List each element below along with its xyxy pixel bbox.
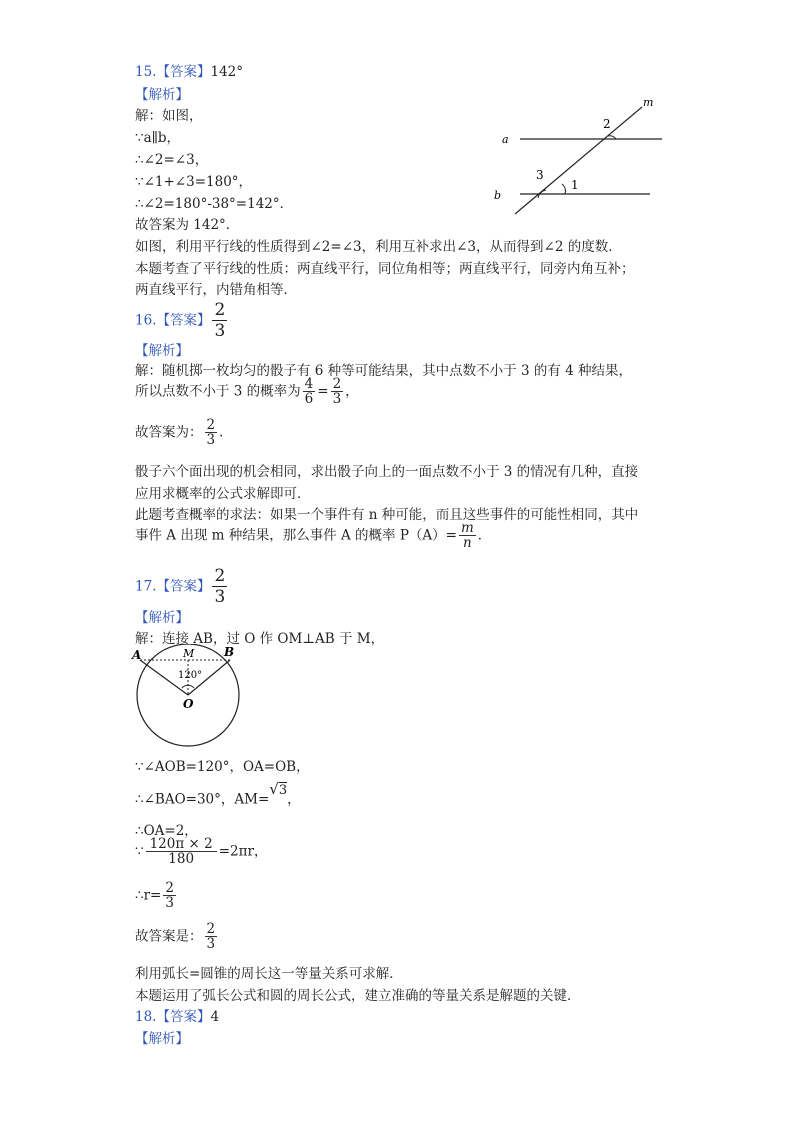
q16-line: 骰子六个面出现的机会相同，求出骰子向上的一面点数不小于 3 的情况有几种，直接: [135, 464, 639, 480]
q18-head: 18.【答案】: [135, 1009, 211, 1025]
q16-answer-line: [135, 300, 229, 341]
label-2: 2: [603, 117, 611, 131]
text: ∴r=: [135, 887, 162, 904]
q17-line: 利用弧长=圆锥的周长这一等量关系可求解．: [135, 966, 403, 982]
q15-line: ∵a∥b，: [135, 130, 181, 146]
q17-line3: [135, 780, 301, 810]
q15-jiexi: 【解析】: [135, 87, 189, 103]
text: ，: [345, 383, 359, 400]
text: 所以点数不小于 3 的概率为: [135, 383, 301, 400]
q17-line: 本题运用了弧长公式和圆的周长公式，建立准确的等量关系是解题的关键．: [135, 988, 581, 1004]
equals: =: [317, 383, 329, 400]
q17-answer-fraction: [212, 566, 227, 607]
q17-answer-line: [135, 566, 229, 607]
label-1: 1: [571, 178, 579, 192]
q17-line5: [135, 837, 267, 866]
q15-head: 15.【答案】: [135, 64, 211, 80]
label-O: O: [183, 697, 194, 711]
label-a: a: [502, 133, 509, 146]
fraction: [303, 377, 316, 406]
q15-answer-line: [135, 63, 243, 81]
q18-answer: 4: [210, 1009, 220, 1025]
text: ，: [287, 791, 301, 808]
q15-parallel-lines-figure: [490, 96, 680, 220]
q16-line: 应用求概率的公式求解即可．: [135, 486, 311, 502]
denominator: 180: [168, 851, 195, 867]
q16-jiexi: 【解析】: [135, 343, 189, 359]
denominator: 6: [304, 391, 314, 407]
q15-line: 本题考查了平行线的性质：两直线平行，同位角相等；两直线平行，同旁内角互补；: [135, 261, 635, 277]
label-3: 3: [536, 168, 544, 182]
sqrt: √3: [269, 780, 288, 798]
q17-head: 17.【答案】: [135, 578, 211, 595]
q15-line: 解：如图，: [135, 108, 203, 124]
numerator: 4: [304, 376, 314, 392]
text: =2πr，: [218, 843, 268, 860]
fraction: [205, 922, 218, 951]
q16-line2: [135, 377, 359, 406]
q15-line: ∴∠2=∠3，: [135, 152, 209, 168]
numerator: 2: [332, 376, 342, 392]
label-angle: 120°: [178, 670, 203, 681]
q17-jiexi: 【解析】: [135, 610, 189, 626]
text: 故答案是：: [135, 928, 203, 945]
text: ．: [477, 527, 492, 544]
q15-answer: 142°: [210, 64, 244, 80]
radicand: 3: [278, 783, 288, 798]
denominator: 3: [206, 432, 216, 448]
q17-line: 解：连接 AB，过 O 作 OM⊥AB 于 M，: [135, 631, 385, 647]
fraction: [205, 418, 218, 447]
fraction: [163, 881, 176, 910]
label-B: B: [224, 645, 235, 659]
denominator: 3: [165, 895, 174, 911]
numerator: 2: [214, 300, 226, 320]
q15-line: ∴∠2=180°-38°=142°．: [135, 196, 294, 212]
text: 故答案为：: [135, 424, 203, 441]
fraction: [459, 521, 476, 550]
text: 事件 A 出现 m 种结果，那么事件 A 的概率 P（A）=: [135, 527, 457, 544]
q17-line7: [135, 922, 219, 951]
denominator: n: [463, 535, 472, 551]
label-b: b: [494, 189, 502, 202]
fraction: [331, 377, 344, 406]
q15-line: ∵∠1+∠3=180°，: [135, 174, 253, 190]
q16-line: 解：随机掷一枚均匀的骰子有 6 种等可能结果，其中点数不小于 3 的有 4 种结果，: [135, 363, 633, 379]
denominator: 3: [214, 587, 226, 607]
numerator: 120π × 2: [146, 837, 217, 852]
q17-line: ∴OA=2，: [135, 823, 198, 839]
q17-line: ∵∠AOB=120°，OA=OB，: [135, 759, 310, 775]
q16-line: 此题考查概率的求法：如果一个事件有 n 种可能，而且这些事件的可能性相同，其中: [135, 507, 639, 523]
numerator: 2: [206, 921, 216, 937]
q17-sector-figure: [128, 644, 248, 752]
q15-line: 两直线平行，内错角相等．: [135, 282, 297, 298]
q15-line: 故答案为 142°．: [135, 217, 240, 233]
q18-answer-line: [135, 1008, 219, 1026]
text: ∴∠BAO=30°，AM=: [135, 791, 270, 808]
numerator: 2: [214, 566, 226, 586]
q16-line3: [135, 418, 233, 447]
label-M: M: [183, 647, 195, 660]
text: ∵: [135, 843, 144, 860]
q16-answer-fraction: [212, 300, 227, 341]
numerator: m: [460, 520, 474, 536]
q16-head: 16.【答案】: [135, 312, 211, 329]
denominator: 3: [214, 321, 226, 341]
q18-jiexi: 【解析】: [135, 1031, 189, 1047]
numerator: 2: [206, 417, 216, 433]
text: ．: [219, 424, 233, 441]
denominator: 3: [332, 391, 342, 407]
label-m: m: [643, 96, 654, 109]
label-A: A: [132, 648, 142, 662]
numerator: 2: [165, 880, 174, 896]
q16-line7: [135, 521, 491, 550]
denominator: 3: [206, 936, 216, 952]
q17-line6: [135, 881, 178, 910]
q15-line: 如图，利用平行线的性质得到∠2=∠3，利用互补求出∠3，从而得到∠2 的度数．: [135, 239, 622, 255]
fraction: [146, 837, 217, 866]
